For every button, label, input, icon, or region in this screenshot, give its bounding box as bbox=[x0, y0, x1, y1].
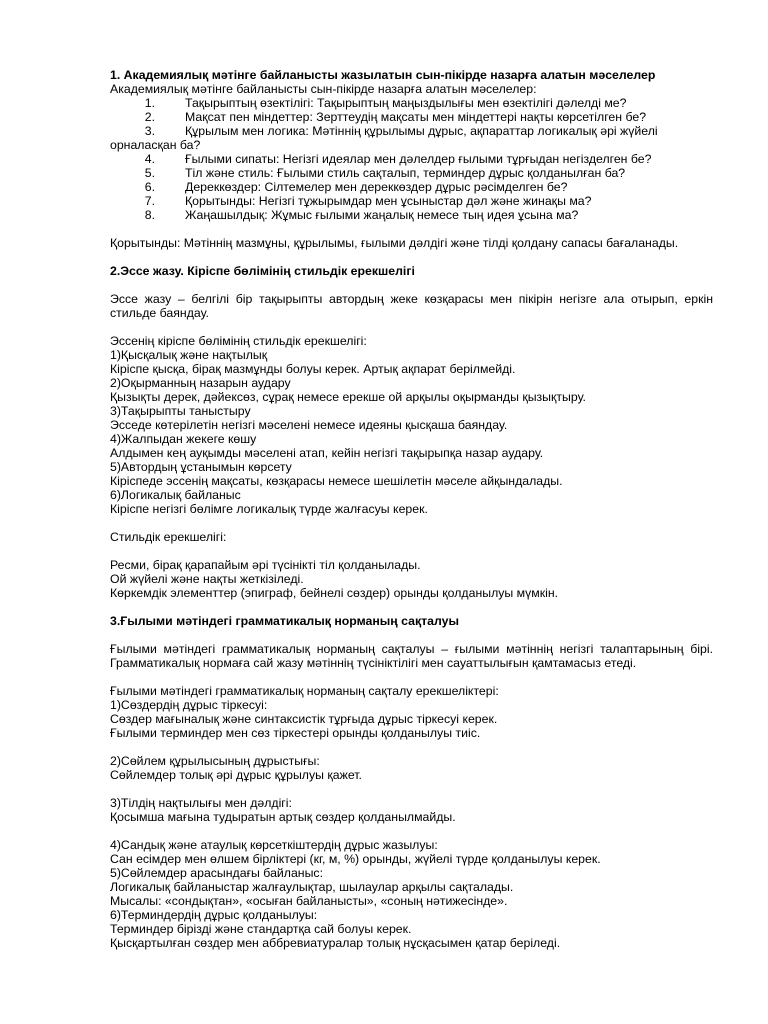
list-item-continuation: орналасқан ба? bbox=[110, 138, 201, 152]
feature-title: 5)Автордың ұстанымын көрсету bbox=[110, 460, 292, 474]
section-1-heading: 1. Академиялық мәтінге байланысты жазылатын сын-пікірде назарға алатын мәселелер bbox=[110, 68, 656, 82]
document-page bbox=[110, 68, 713, 950]
feature-line: Терминдер бірізді және стандартқа сай болуы керек. bbox=[110, 922, 412, 936]
list-item: 8. Жаңашылдық: Жұмыс ғылыми жаңалық немесе тың идея ұсына ма? bbox=[144, 208, 579, 222]
feature-desc: Кіріспеде эссенің мақсаты, көзқарасы немесе шешілетін мәселе айқындалады. bbox=[110, 474, 563, 488]
feature-desc: Эсседе көтерілетін негізгі мәселені немесе идеяны қысқаша баяндау. bbox=[110, 418, 508, 432]
feature-desc: Алдымен кең ауқымды мәселені атап, кейін негізгі тақырыпқа назар аудару. bbox=[110, 446, 544, 460]
feature-title: 6)Логикалық байланыс bbox=[110, 488, 241, 502]
feature-title: 5)Сөйлемдер арасындағы байланыс: bbox=[110, 866, 323, 880]
style-line: Ресми, бірақ қарапайым әрі түсінікті тіл қолданылады. bbox=[110, 558, 421, 572]
style-title: Стильдік ерекшелігі: bbox=[110, 530, 227, 544]
section-2-definition: Эссе жазу – белгілі бір тақырыпты автордың жеке көзқарасы мен пікірін негізге ала отырып, еркін стильде баяндау. bbox=[110, 292, 713, 320]
list-item: 2. Мақсат пен міндеттер: Зерттеудің мақсаты мен міндеттері нақты көрсетілген бе? bbox=[144, 110, 647, 124]
section-2-features-title: Эссенің кіріспе бөлімінің стильдік ерекшелігі: bbox=[110, 334, 367, 348]
list-item: 1. Тақырыптың өзектілігі: Тақырыптың маңыздылығы мен өзектілігі дәлелді ме? bbox=[144, 96, 627, 110]
list-item: 4. Ғылыми сипаты: Негізгі идеялар мен дәлелдер ғылыми тұрғыдан негізделген бе? bbox=[144, 152, 652, 166]
section-3-features-title: Ғылыми мәтіндегі грамматикалық норманың сақталу ерекшеліктері: bbox=[110, 684, 499, 698]
section-1-list bbox=[110, 96, 713, 222]
feature-title: 4)Жалпыдан жекеге көшу bbox=[110, 432, 257, 446]
feature-title: 1)Сөздердің дұрыс тіркесуі: bbox=[110, 698, 268, 712]
feature-line: Қосымша мағына тудыратын артық сөздер қолданылмайды. bbox=[110, 810, 456, 824]
feature-desc: Кіріспе қысқа, бірақ мазмұнды болуы керек. Артық ақпарат берілмейді. bbox=[110, 362, 516, 376]
section-1-intro: Академиялық мәтінге байланысты сын-пікірде назарға алатын мәселелер: bbox=[110, 82, 537, 96]
feature-line: Мысалы: «сондықтан», «осыған байланысты», «соның нәтижесінде». bbox=[110, 894, 508, 908]
feature-title: 2)Оқырманның назарын аудару bbox=[110, 376, 291, 390]
list-item: 6. Дереккөздер: Сілтемелер мен дереккөздер дұрыс рәсімделген бе? bbox=[144, 180, 568, 194]
feature-title: 4)Сандық және атаулық көрсеткіштердің дұрыс жазылуы: bbox=[110, 838, 438, 852]
feature-title: 2)Сөйлем құрылысының дұрыстығы: bbox=[110, 754, 320, 768]
feature-desc: Қызықты дерек, дәйексөз, сұрақ немесе ерекше ой арқылы оқырманды қызықтыру. bbox=[110, 390, 586, 404]
section-1-conclusion: Қорытынды: Мәтіннің мазмұны, құрылымы, ғылыми дәлдігі және тілді қолдану сапасы бағаланады. bbox=[110, 236, 679, 250]
style-line: Көркемдік элементтер (эпиграф, бейнелі сөздер) орынды қолданылуы мүмкін. bbox=[110, 586, 559, 600]
section-3-heading: 3.Ғылыми мәтіндегі грамматикалық норманың сақталуы bbox=[110, 614, 459, 628]
list-item: 7. Қорытынды: Негізгі тұжырымдар мен ұсыныстар дәл және жинақы ма? bbox=[144, 194, 592, 208]
style-line: Ой жүйелі және нақты жеткізіледі. bbox=[110, 572, 304, 586]
feature-line: Сөйлемдер толық әрі дұрыс құрылуы қажет. bbox=[110, 768, 362, 782]
list-item: 5. Тіл және стиль: Ғылыми стиль сақталып, терминдер дұрыс қолданылған ба? bbox=[144, 166, 626, 180]
list-item: 3. Құрылым мен логика: Мәтіннің құрылымы дұрыс, ақпараттар логикалық әрі жүйелі bbox=[144, 124, 658, 138]
feature-title: 3)Тақырыпты таныстыру bbox=[110, 404, 251, 418]
section-2-heading: 2.Эссе жазу. Кіріспе бөлімінің стильдік ерекшелігі bbox=[110, 264, 415, 278]
feature-line: Қысқартылған сөздер мен аббревиатуралар толық нұсқасымен қатар беріледі. bbox=[110, 936, 561, 950]
feature-title: 1)Қысқалық және нақтылық bbox=[110, 348, 268, 362]
feature-title: 6)Терминдердің дұрыс қолданылуы: bbox=[110, 908, 318, 922]
feature-line: Ғылыми терминдер мен сөз тіркестері орынды қолданылуы тиіс. bbox=[110, 726, 481, 740]
feature-line: Сөздер мағыналық және синтаксистік тұрғыда дұрыс тіркесуі керек. bbox=[110, 712, 498, 726]
feature-line: Логикалық байланыстар жалғаулықтар, шылаулар арқылы сақталады. bbox=[110, 880, 514, 894]
feature-title: 3)Тілдің нақтылығы мен дәлдігі: bbox=[110, 796, 292, 810]
feature-line: Сан есімдер мен өлшем бірліктері (кг, м, %) орынды, жүйелі түрде қолданылуы керек. bbox=[110, 852, 601, 866]
section-3-definition: Ғылыми мәтіндегі грамматикалық норманың сақталуы – ғылыми мәтіннің негізгі талаптарының бірі. Грамматикалық нормаға сай жазу мәтіннің түсініктілігі мен сауаттылығын қамтамасыз етеді. bbox=[110, 642, 713, 670]
feature-desc: Кіріспе негізгі бөлімге логикалық түрде жалғасуы керек. bbox=[110, 502, 428, 516]
